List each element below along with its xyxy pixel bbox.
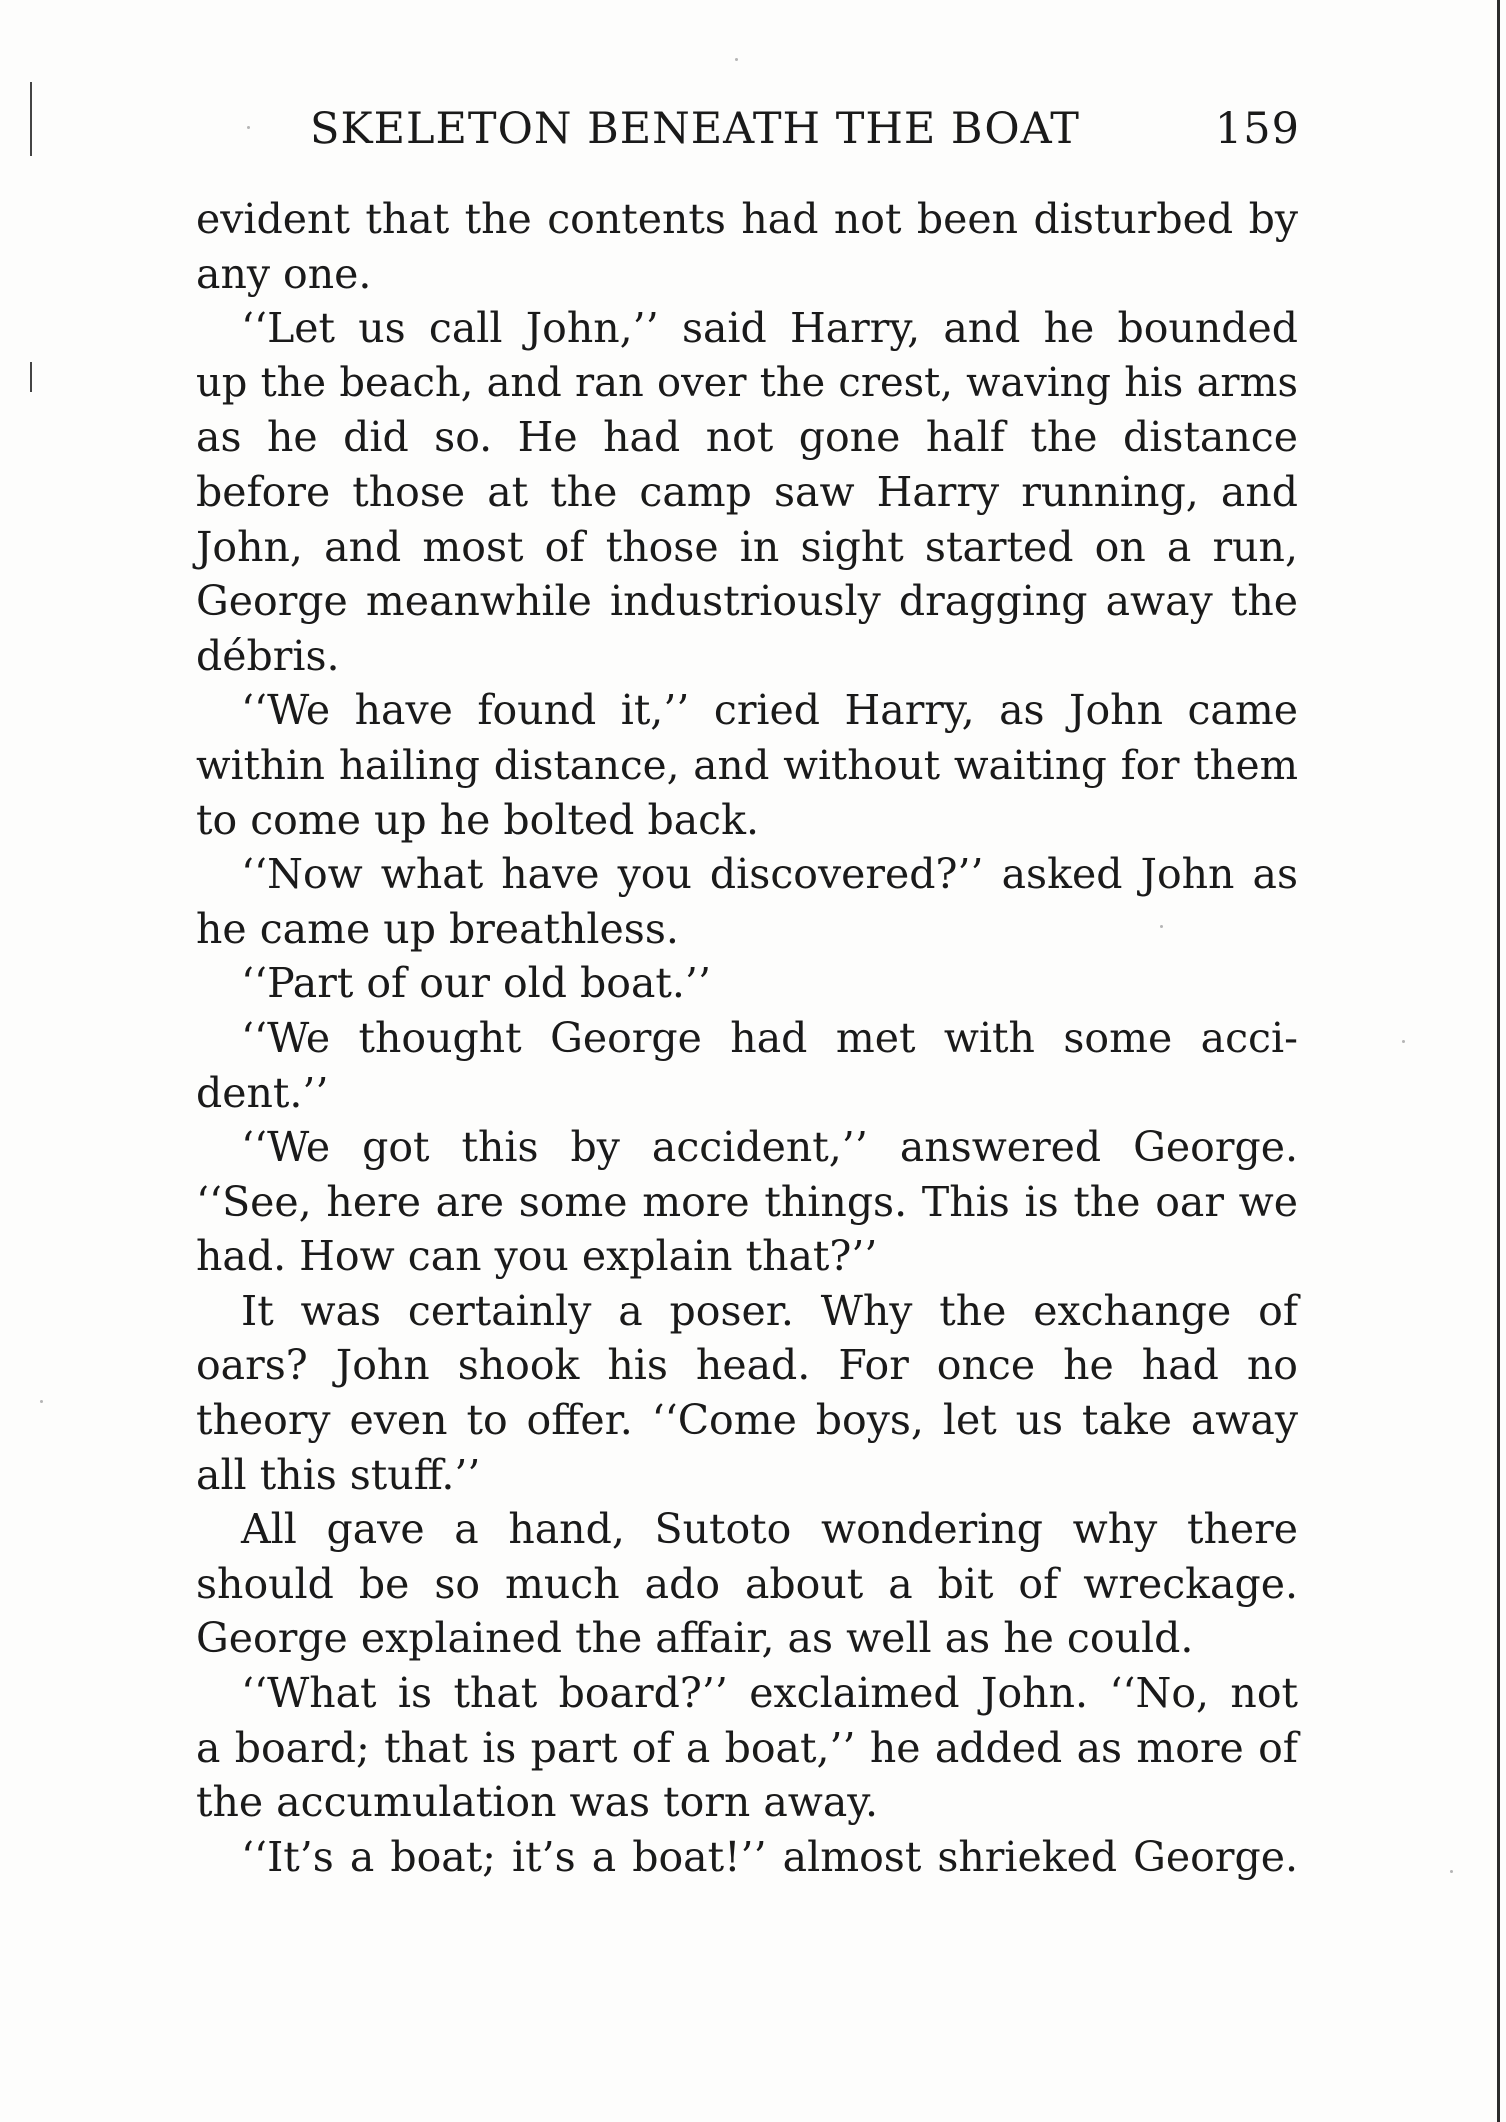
print-speck xyxy=(40,1400,43,1403)
text-line: as he did so. He had not gone half the distance xyxy=(196,413,1298,462)
text-line: ‘‘We thought George had met with some acci- xyxy=(241,1013,1298,1062)
print-speck xyxy=(735,58,738,61)
print-speck xyxy=(247,126,250,129)
text-line: the accumulation was torn away. xyxy=(196,1778,879,1827)
text-line: up the beach, and ran over the crest, waving his arms xyxy=(196,359,1298,406)
right-page-edge xyxy=(1497,0,1500,2122)
left-margin-mark xyxy=(30,82,32,156)
text-line: débris. xyxy=(196,631,340,680)
text-line: ‘‘Let us call John,’’ said Harry, and he bounded xyxy=(241,304,1298,353)
text-line: had. How can you explain that?’’ xyxy=(196,1232,878,1281)
text-line: All gave a hand, Sutoto wondering why there xyxy=(241,1505,1298,1554)
text-line: before those at the camp saw Harry running, and xyxy=(196,467,1298,516)
text-line: ‘‘Now what have you discovered?’’ asked John as xyxy=(241,850,1298,899)
text-line: ‘‘See, here are some more things. This is the oar we xyxy=(196,1177,1298,1226)
running-title: SKELETON BENEATH THE BOAT xyxy=(310,104,1080,154)
text-line: oars? John shook his head. For once he had no xyxy=(196,1341,1298,1390)
text-line: evident that the contents had not been disturbed by xyxy=(196,195,1298,243)
body-text xyxy=(196,192,1298,1884)
text-line: It was certainly a poser. Why the exchange of xyxy=(241,1286,1298,1335)
print-speck xyxy=(1450,1870,1453,1873)
text-line: ‘‘We have found it,’’ cried Harry, as John came xyxy=(241,686,1298,735)
page-number: 159 xyxy=(1214,104,1300,154)
text-line: any one. xyxy=(196,249,372,298)
text-line: theory even to offer. ‘‘Come boys, let us take away xyxy=(196,1396,1298,1445)
text-line: a board; that is part of a boat,’’ he added as more of xyxy=(196,1723,1298,1772)
text-line: ‘‘What is that board?’’ exclaimed John. ‘‘No, not xyxy=(241,1669,1298,1718)
text-line: within hailing distance, and without waiting for them xyxy=(196,740,1298,789)
print-speck xyxy=(1402,1040,1405,1043)
text-line: ‘‘Part of our old boat.’’ xyxy=(241,959,711,1008)
text-line: George meanwhile industriously dragging away the xyxy=(196,577,1298,626)
text-line: he came up breathless. xyxy=(196,904,679,953)
running-header xyxy=(310,104,1300,160)
text-line: George explained the affair, as well as he could. xyxy=(196,1614,1194,1663)
text-line: should be so much ado about a bit of wreckage. xyxy=(196,1559,1298,1608)
text-line: dent.’’ xyxy=(196,1068,329,1117)
text-line: ‘‘It’s a boat; it’s a boat!’’ almost shrieked George. xyxy=(241,1832,1298,1881)
text-line: all this stuff.’’ xyxy=(196,1450,481,1499)
left-margin-mark-small xyxy=(30,362,32,392)
text-line: to come up he bolted back. xyxy=(196,795,759,844)
text-line: John, and most of those in sight started on a run, xyxy=(196,522,1298,571)
text-line: ‘‘We got this by accident,’’ answered George. xyxy=(241,1123,1298,1172)
